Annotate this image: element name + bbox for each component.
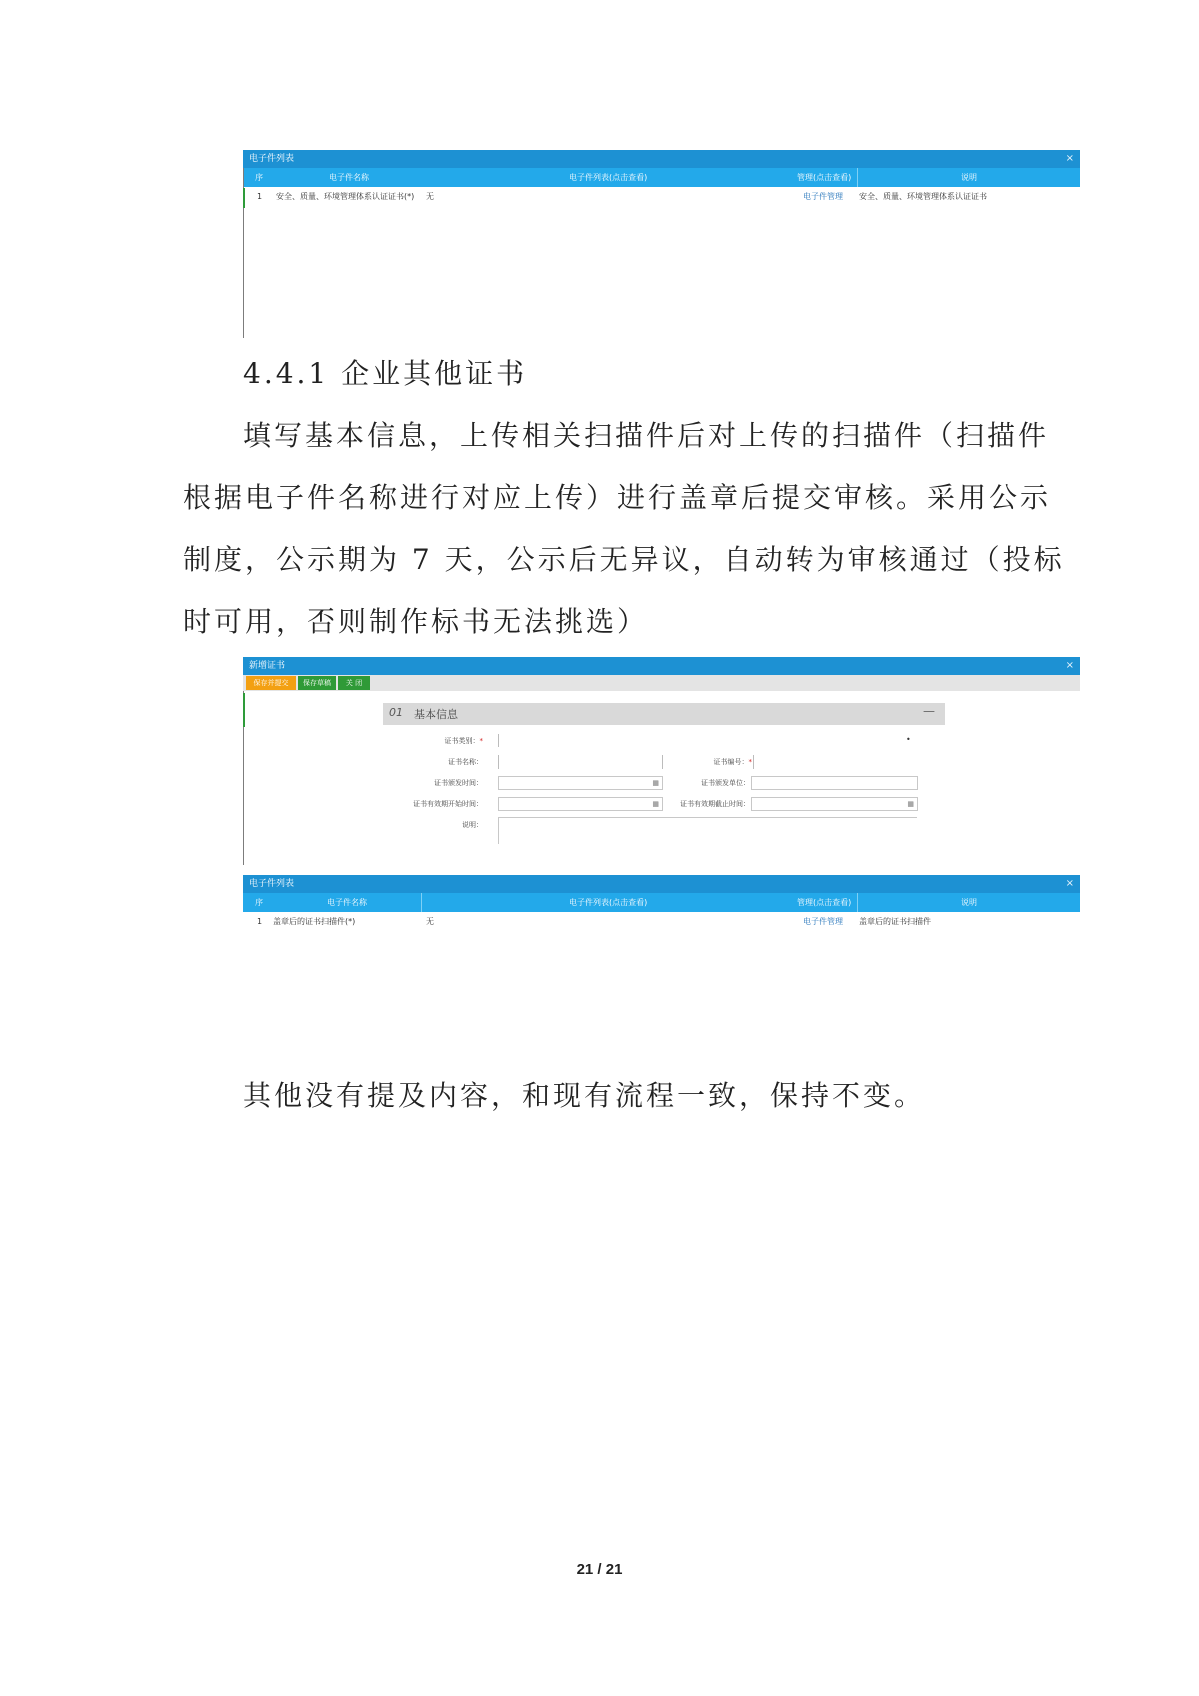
panel-title-bar (243, 657, 1080, 675)
panel-title-bar (243, 875, 1080, 893)
manage-link[interactable]: 电子件管理 (803, 917, 843, 926)
panel-title: 新增证书 (249, 661, 286, 671)
panel-title-bar (243, 150, 1080, 168)
issuer-input[interactable] (751, 776, 918, 790)
col-header-name: 电子件名称 (327, 898, 367, 907)
paragraph-line-1: 填写基本信息，上传相关扫描件后对上传的扫描件（扫描件 (243, 419, 1050, 452)
section-heading: 4.4.1 企业其他证书 (243, 357, 528, 390)
row-marker (243, 188, 245, 208)
calendar-icon[interactable]: ▦ (907, 800, 914, 808)
cell-name: 安全、质量、环境管理体系认证证书(*) (276, 192, 415, 201)
panel-title: 电子件列表 (249, 879, 295, 889)
table-row (243, 187, 1080, 207)
section-number: 01 (389, 706, 403, 719)
col-header-files: 电子件列表(点击查看) (569, 173, 648, 182)
remark-textarea[interactable] (498, 817, 917, 844)
section-title: 基本信息 (414, 708, 458, 721)
cell-index: 1 (257, 917, 263, 926)
paragraph-line-4: 时可用，否则制作标书无法挑选） (183, 605, 649, 638)
manage-link[interactable]: 电子件管理 (803, 192, 843, 201)
column-divider (857, 893, 858, 912)
valid-to-input[interactable] (751, 797, 918, 811)
electronic-file-list-panel-2 (243, 875, 1080, 935)
column-divider (857, 168, 858, 187)
col-header-manage: 管理(点击查看) (797, 898, 852, 907)
close-icon[interactable]: × (1065, 153, 1074, 164)
paragraph-line-3: 制度，公示期为 7 天，公示后无异议，自动转为审核通过（投标 (183, 543, 1065, 576)
cell-note: 盖章后的证书扫描件 (859, 917, 931, 926)
col-header-manage: 管理(点击查看) (797, 173, 852, 182)
paragraph-line-2: 根据电子件名称进行对应上传）进行盖章后提交审核。采用公示 (183, 481, 1052, 514)
toolbar (243, 675, 1080, 691)
field-divider (662, 755, 663, 769)
close-icon[interactable]: × (1065, 878, 1074, 889)
cell-index: 1 (257, 192, 263, 201)
calendar-icon[interactable]: ▦ (652, 779, 659, 787)
calendar-icon[interactable]: ▦ (652, 800, 659, 808)
column-divider (421, 893, 422, 912)
panel-title: 电子件列表 (249, 154, 295, 164)
grid-header (243, 168, 1080, 187)
page-number: 21 / 21 (576, 1561, 623, 1578)
category-label: 证书类别：* (444, 737, 483, 745)
col-header-index: 序 (255, 898, 263, 907)
new-certificate-panel (243, 657, 1080, 865)
col-header-files: 电子件列表(点击查看) (569, 898, 648, 907)
cell-files: 无 (426, 917, 434, 926)
valid-from-label: 证书有效期开始时间： (413, 800, 483, 808)
col-header-note: 说明 (961, 898, 977, 907)
close-icon[interactable]: × (1065, 660, 1074, 671)
dropdown-dot-icon: • (906, 735, 911, 744)
basic-info-section-bar (383, 703, 945, 725)
name-label: 证书名称： (448, 758, 483, 766)
category-select[interactable] (498, 734, 499, 747)
closing-paragraph: 其他没有提及内容，和现有流程一致，保持不变。 (243, 1079, 926, 1112)
number-input[interactable] (753, 755, 754, 769)
col-header-index: 序 (255, 173, 263, 182)
issue-date-label: 证书颁发时间： (434, 779, 483, 787)
cell-note: 安全、质量、环境管理体系认证证书 (859, 192, 987, 201)
cell-files: 无 (426, 192, 434, 201)
remark-label: 说明： (462, 821, 483, 829)
col-header-name: 电子件名称 (329, 173, 369, 182)
save-submit-button[interactable]: 保存并提交 (246, 676, 296, 690)
name-input[interactable] (498, 755, 499, 769)
save-draft-button[interactable]: 保存草稿 (298, 676, 336, 690)
table-row (243, 912, 1080, 932)
issue-date-input[interactable] (498, 776, 663, 790)
number-label: 证书编号：* (713, 758, 752, 766)
collapse-icon[interactable]: — (923, 704, 935, 718)
row-marker (243, 693, 245, 727)
cell-name: 盖章后的证书扫描件(*) (273, 917, 356, 926)
valid-to-label: 证书有效期截止时间： (680, 800, 750, 808)
issuer-label: 证书颁发单位： (701, 779, 750, 787)
grid-header (243, 893, 1080, 912)
valid-from-input[interactable] (498, 797, 663, 811)
close-button[interactable]: 关 闭 (338, 676, 370, 690)
col-header-note: 说明 (961, 173, 977, 182)
electronic-file-list-panel-1 (243, 150, 1080, 338)
